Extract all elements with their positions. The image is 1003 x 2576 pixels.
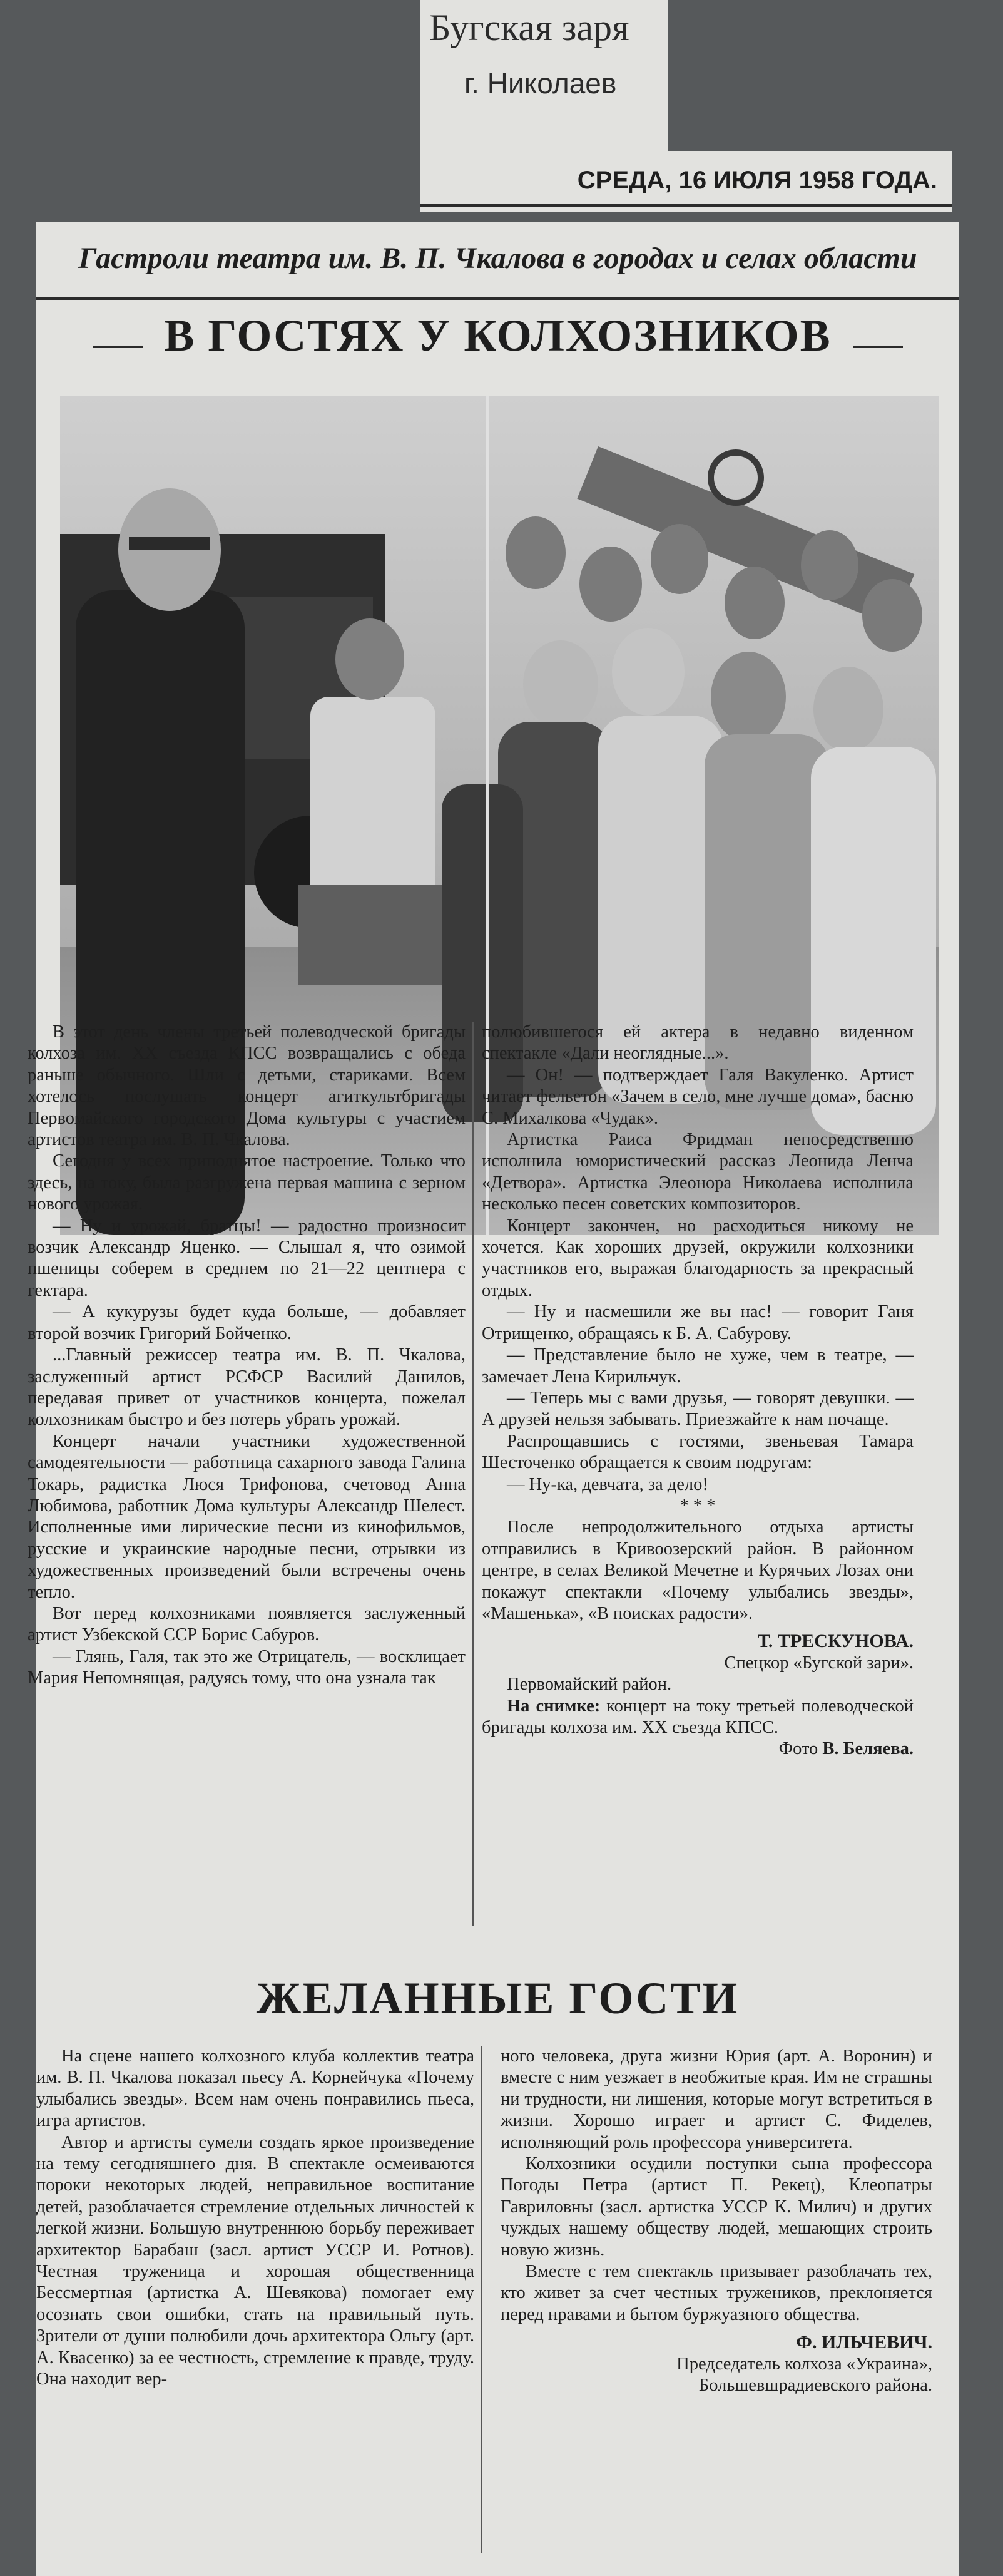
second-article-title: ЖЕЛАННЫЕ ГОСТИ bbox=[256, 1973, 740, 2023]
paragraph: Вместе с тем спектакль призывает разоблачать тех, кто живет за счет честных тружеников, преклоняется перед нравами и бытом буржуазного общества. bbox=[501, 2262, 932, 2324]
column-divider bbox=[472, 1022, 474, 1926]
photo-credit bbox=[482, 1738, 914, 1760]
article-kicker: Гастроли театра им. В. П. Чкалова в городах и селах области bbox=[78, 242, 917, 275]
paragraph: — Ну-ка, девчата, за дело! bbox=[507, 1474, 708, 1494]
article1-column-2 bbox=[482, 1022, 914, 1760]
paragraph: Распрощавшись с гостями, звеньевая Тамара Шесточенко обращается к своим подругам: bbox=[482, 1431, 914, 1473]
paragraph: В этот день члены третьей полеводческой бригады колхоза им. ХХ съезда КПСС возвращались с обеда раньше обычного. Шли с детьми, стариками. Всем хотелось послушать концерт агиткультбригады Первомайского городского Дома культуры с участием артистов театра им. В. П. Чкалова. bbox=[28, 1022, 466, 1150]
article2-author-role: Председатель колхоза «Украина», Большевшрадиевского района. bbox=[676, 2354, 932, 2396]
dateline: СРЕДА, 16 ИЮЛЯ 1958 ГОДА. bbox=[577, 167, 937, 194]
caption-label: На снимке: bbox=[507, 1696, 601, 1716]
newspaper-city: г. Николаев bbox=[464, 67, 617, 100]
photo-seated-man bbox=[310, 697, 435, 903]
paragraph: — Представление было не хуже, чем в театре, — замечает Лена Кирильчук. bbox=[482, 1345, 914, 1387]
kicker-rule bbox=[36, 297, 959, 300]
article1-author-role: Спецкор «Бугской зари». bbox=[724, 1653, 914, 1673]
photo-seated-head bbox=[335, 618, 404, 700]
newspaper-name: Бугская заря bbox=[429, 7, 629, 48]
paragraph: — Ну и урожай, братцы! — радостно произносит возчик Александр Яценко. — Слышал я, что озимой пшеницы соберем в среднем по 21—22 центнера с гектара. bbox=[28, 1216, 466, 1300]
paragraph: — Он! — подтверждает Галя Вакуленко. Артист читает фельетон «Зачем в село, мне лучше дома», басню С. Михалкова «Чудак». bbox=[482, 1065, 914, 1128]
paragraph: Артистка Раиса Фридман непосредственно исполнила юмористический рассказ Леонида Ленча «Детвора». Артистка Элеонора Николаева исполнила несколько песен советских композиторов. bbox=[482, 1130, 914, 1214]
section-stars: * * * bbox=[680, 1496, 716, 1516]
article2-column-2 bbox=[501, 2046, 932, 2397]
paragraph: — Ну и насмешили же вы нас! — говорит Ганя Отрищенко, обращаясь к Б. А. Сабурову. bbox=[482, 1302, 914, 1343]
photo-speaker-glasses bbox=[129, 537, 210, 550]
paragraph: На сцене нашего колхозного клуба коллектив театра им. В. П. Чкалова показал пьесу А. Корнейчука «Почему улыбались звезды». Всем нам очень понравились пьеса, игра артистов. bbox=[36, 2046, 474, 2131]
paragraph: ного человека, друга жизни Юрия (арт. А. Воронин) и вместе с ним уезжает в необжитые края. Им не страшны ни трудности, ни лишения, которые могут встретиться в жизни. Хорошо играет и артист С. Фиделев, исполняющий роль профессора университета. bbox=[501, 2046, 932, 2152]
paragraph: Сегодня у всех приподнятое настроение. Только что здесь, на току, была разгружена первая машина с зерном нового урожая. bbox=[28, 1151, 466, 1214]
photo-credit-label: Фото bbox=[778, 1739, 818, 1759]
paragraph: — Теперь мы с вами друзья, — говорят девушки. — А друзей нельзя забывать. Приезжайте к нам почаще. bbox=[482, 1388, 914, 1430]
photo-caption bbox=[482, 1696, 914, 1739]
title-rule-right bbox=[853, 346, 903, 348]
paragraph: ...Главный режиссер театра им. В. П. Чкалова, заслуженный артист РСФСР Василий Данилов, передавая привет от участников концерта, пожелал колхозникам быстро и без потерь убрать урожай. bbox=[28, 1345, 466, 1430]
article-title bbox=[36, 310, 959, 362]
dateline-rule bbox=[420, 204, 952, 207]
paragraph: Концерт начали участники художественной самодеятельности — работница сахарного завода Галина Токарь, радистка Люся Трифонова, счетовод Анна Любимова, работник Дома культуры Александр Шелест. Исполненные ими лирические песни из кинофильмов, русские и украинские народные песни, отрывки из художественных произведений были встречены очень тепло. bbox=[28, 1431, 466, 1602]
title-rule-left bbox=[93, 346, 143, 348]
article1-column-1 bbox=[28, 1022, 466, 1690]
photo-credit-name: В. Беляева. bbox=[822, 1739, 914, 1759]
article2-column-1 bbox=[36, 2046, 474, 2391]
paragraph: Вот перед колхозниками появляется заслуженный артист Узбекской ССР Борис Сабуров. bbox=[28, 1603, 466, 1645]
paragraph: Концерт закончен, но расходиться никому не хочется. Как хороших друзей, окружили колхозники участников его, выражая благодарность за прекрасный отдых. bbox=[482, 1216, 914, 1300]
paragraph: полюбившегося ей актера в недавно виденном спектакле «Дали неоглядные...». bbox=[482, 1022, 914, 1064]
paragraph: После непродолжительного отдыха артисты отправились в Кривоозерский район. В районном центре, в селах Великой Мечетне и Курячьих Лозах они покажут спектакли «Почему улыбались звезды», «Машенька», «В поисках радости». bbox=[482, 1517, 914, 1623]
photo-seated-legs bbox=[298, 885, 461, 985]
paragraph: Автор и артисты сумели создать яркое произведение на тему сегодняшнего дня. В спектакле осмеиваются пороки некоторых людей, неправильное воспитание детей, разоблачается стремление отдельных личностей к легкой жизни. Большую внутреннюю борьбу переживает архитектор Барабаш (засл. артист УССР И. Ротнов). Честная труженица и хорошая общественница Бессмертная (артистка А. Шевякова) помогает ему осознать свои ошибки, стать на правильный путь. Зрители от души полюбили дочь архитектора Ольгу (арт. А. Квасенко) за ее честность, стремление к правде, труду. Она находит вер- bbox=[36, 2132, 474, 2389]
article2-author: Ф. ИЛЬЧЕВИЧ. bbox=[796, 2332, 932, 2353]
paragraph: — А кукурузы будет куда больше, — добавляет второй возчик Григорий Бойченко. bbox=[28, 1302, 466, 1343]
column-divider-2 bbox=[481, 2046, 482, 2553]
paragraph: — Глянь, Галя, так это же Отрицатель, — восклицает Мария Непомнящая, радуясь тому, что она узнала так bbox=[28, 1646, 466, 1688]
article1-author-place: Первомайский район. bbox=[507, 1675, 672, 1695]
masthead-clip bbox=[420, 0, 668, 164]
paragraph: Колхозники осудили поступки сына профессора Погоды Петра (артист П. Рекец), Клеопатры Гавриловны (засл. артистка УССР К. Милич) и других чуждых нашему обществу людей, мешающих строить новую жизнь. bbox=[501, 2154, 932, 2260]
dateline-clip bbox=[420, 151, 952, 212]
article1-author: Т. ТРЕСКУНОВА. bbox=[757, 1631, 914, 1652]
article-title-text: В ГОСТЯХ У КОЛХОЗНИКОВ bbox=[164, 310, 832, 361]
caption-text: концерт на току третьей полеводческой бригады колхоза им. ХХ съезда КПСС. bbox=[482, 1696, 914, 1737]
